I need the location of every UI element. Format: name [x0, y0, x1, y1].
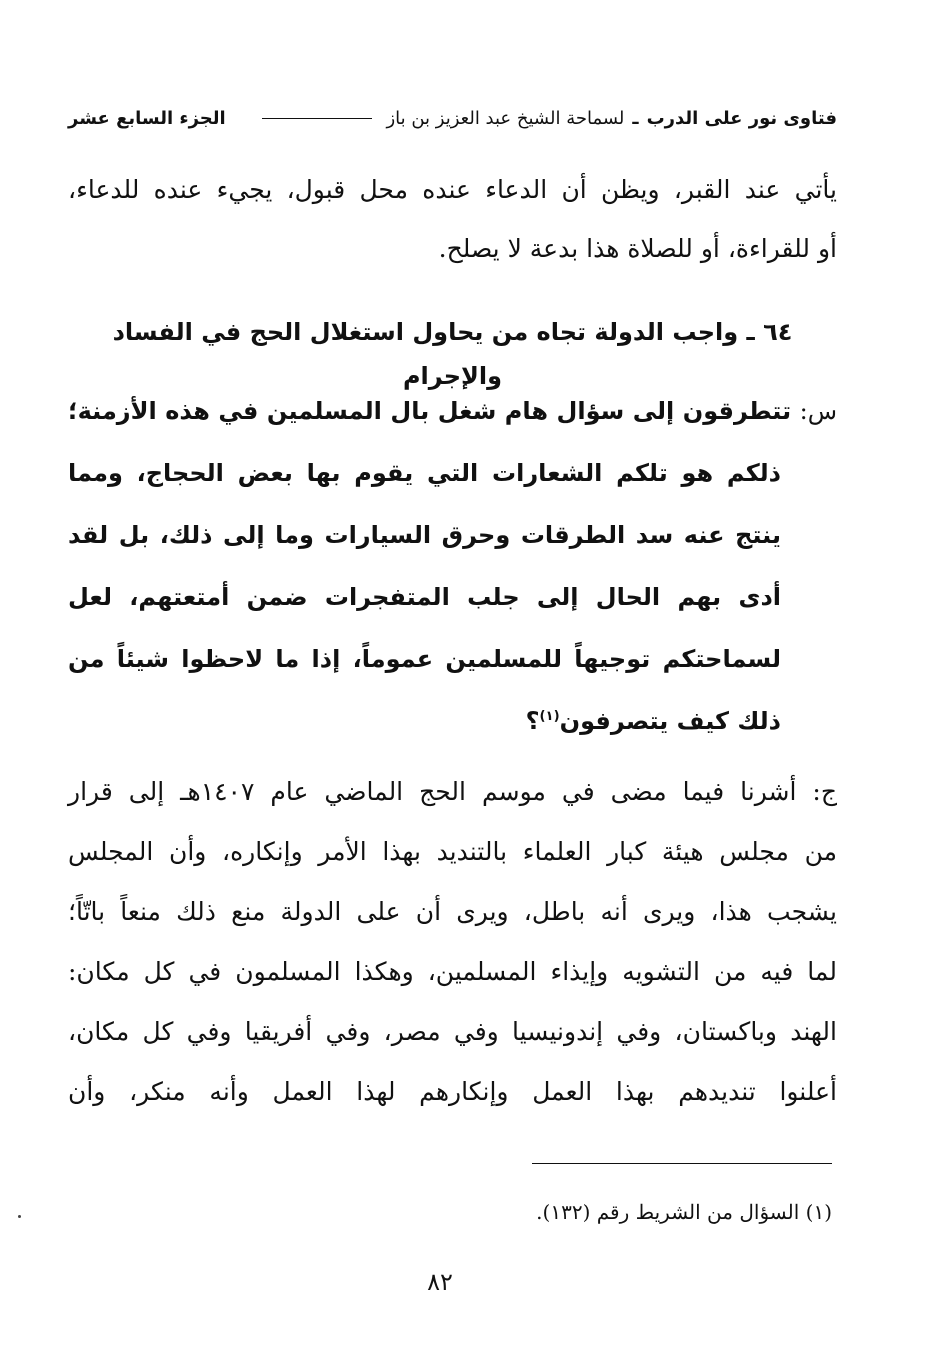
- section-heading: ٦٤ ـ واجب الدولة تجاه من يحاول استغلال الحج في الفساد والإجرام: [112, 318, 793, 390]
- header-title-group: [256, 108, 837, 129]
- answer-line: أعلنوا تنديدهم بهذا العمل وإنكارهم لهذا العمل وأنه منكر، وأن: [68, 1077, 837, 1106]
- question-paragraph: [68, 380, 837, 752]
- question-line: [68, 380, 837, 442]
- answer-line: لما فيه من التشويه وإيذاء المسلمين، وهكذا المسلمون في كل مكان:: [68, 957, 837, 986]
- question-first-line: تتطرقون إلى سؤال هام شغل بال المسلمين في هذه الأزمنة؛: [68, 397, 792, 425]
- scan-speck: [18, 1215, 21, 1218]
- question-line: لسماحتكم توجيهاً للمسلمين عموماً، إذا ما لاحظوا شيئاً من: [68, 645, 781, 673]
- question-line: ينتج عنه سد الطرقات وحرق السيارات وما إلى ذلك، بل لقد: [68, 521, 781, 549]
- question-line: أدى بهم الحال إلى جلب المتفجرات ضمن أمتعتهم، لعل: [68, 583, 781, 611]
- question-line: [68, 690, 837, 752]
- question-mark: ؟: [525, 707, 540, 735]
- running-header: [68, 100, 837, 136]
- footnote-reference: (١): [539, 709, 560, 724]
- answer-line: ج: أشرنا فيما مضى في موسم الحج الماضي عام ١٤٠٧هـ إلى قرار: [68, 777, 837, 806]
- header-book-title: فتاوى نور على الدرب: [646, 107, 837, 129]
- header-dash: ـ: [632, 107, 639, 129]
- intro-paragraph: [68, 160, 837, 278]
- header-part-label: الجزء السابع عشر: [68, 107, 226, 129]
- question-label: س:: [799, 397, 837, 425]
- answer-line: يشجب هذا، ويرى أنه باطل، ويرى أن على الدولة منع ذلك منعاً باتّاً؛: [68, 897, 837, 926]
- page-number: ٨٢: [427, 1268, 453, 1296]
- answer-line: الهند وباكستان، وفي إندونيسيا وفي مصر، وفي أفريقيا وفي كل مكان،: [68, 1017, 837, 1046]
- question-line: ذلكم هو تلكم الشعارات التي يقوم بها بعض الحجاج، ومما: [68, 459, 781, 487]
- answer-paragraph: [68, 762, 837, 1122]
- footnote-separator: [532, 1163, 832, 1164]
- footnote: (١) السؤال من الشريط رقم (١٣٢).: [536, 1200, 832, 1224]
- question-last-line: ذلك كيف يتصرفون: [559, 707, 781, 735]
- intro-line: أو للقراءة، أو للصلاة هذا بدعة لا يصلح.: [438, 234, 837, 263]
- header-author: لسماحة الشيخ عبد العزيز بن باز: [386, 107, 625, 129]
- answer-line: من مجلس هيئة كبار العلماء بالتنديد بهذا الأمر وإنكاره، وأن المجلس: [68, 837, 837, 866]
- intro-line: يأتي عند القبر، ويظن أن الدعاء عنده محل قبول، يجيء عنده للدعاء،: [68, 175, 837, 204]
- header-rule: [262, 118, 372, 119]
